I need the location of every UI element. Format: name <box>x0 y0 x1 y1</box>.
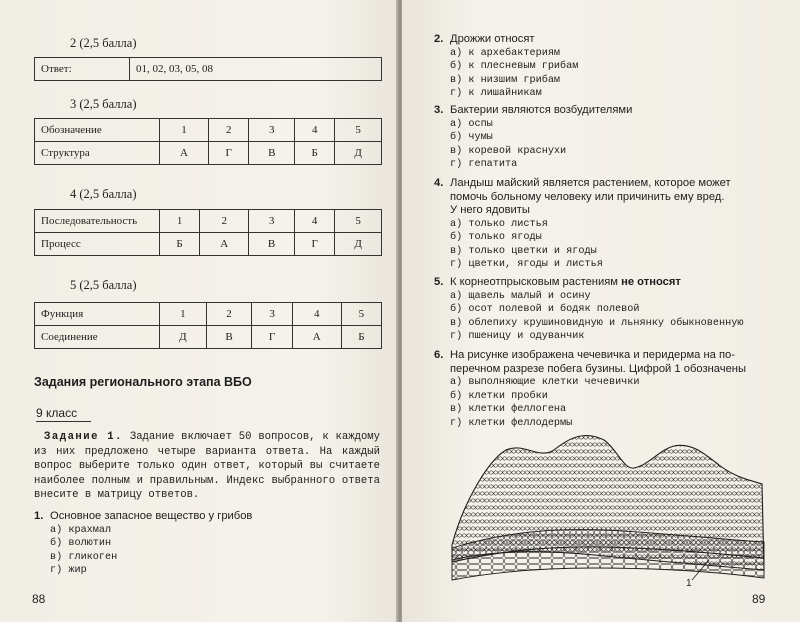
answer-option: в) гликоген <box>50 551 118 563</box>
question-text: Основное запасное вещество у грибов <box>50 510 253 522</box>
question-5 <box>434 276 743 344</box>
question-number: 4. <box>434 177 444 189</box>
table-cell: Г <box>209 142 249 165</box>
answer-option: б) осот полевой и бодяк полевой <box>450 304 640 316</box>
table-cell: Обозначение <box>35 119 160 142</box>
table-cell: 1 <box>160 119 209 142</box>
task-1-text: Задание включает 50 вопросов, к каждому из них предложено четыре варианта ответа. На каждый вопрос выберите только один ответ, который вы считаете наиболее полным и правильным. Индекс выбранного ответа внесите в матрицу ответов. <box>34 431 381 501</box>
table-cell: 5 <box>335 119 382 142</box>
q2-score-heading: 2 (2,5 балла) <box>70 36 137 50</box>
figure-tissue <box>452 435 764 580</box>
question-text-line: На рисунке изображена чечевичка и перидерма на по- <box>450 349 735 361</box>
table-cell: Структура <box>35 142 160 165</box>
q5-score-heading: 5 (2,5 балла) <box>70 278 137 292</box>
q5-row-answers <box>35 326 382 349</box>
table-cell: Д <box>335 233 382 256</box>
q4-answer-table <box>34 209 382 256</box>
answer-option: в) только цветки и ягоды <box>450 245 597 257</box>
table-cell: Д <box>335 142 382 165</box>
answer-option: г) клетки феллодермы <box>450 417 573 429</box>
q2-answer-value: 01, 02, 03, 05, 08 <box>130 58 382 81</box>
question-text-emphasis: не относят <box>621 276 681 288</box>
table-cell: Г <box>252 326 292 349</box>
q4-row-answers <box>35 233 382 256</box>
table-cell: Б <box>295 142 335 165</box>
answer-option: в) облепиху крушиновидную и льнянку обыкновенную <box>450 317 744 329</box>
answer-option: г) пшеницу и одуванчик <box>450 331 585 343</box>
table-cell: 4 <box>294 210 334 233</box>
q2-answer-table <box>34 57 382 81</box>
answer-option: г) к лишайникам <box>450 88 542 100</box>
table-cell: 2 <box>209 119 249 142</box>
answer-option: г) гепатита <box>450 159 518 171</box>
figure-label-1: 1 <box>686 578 692 589</box>
q5-row-numbers <box>35 303 382 326</box>
question-text-line: Ландыш майский является растением, которое может <box>450 177 731 189</box>
q2-answer-label: Ответ: <box>35 58 130 81</box>
question-2 <box>434 33 578 101</box>
answer-option: б) чумы <box>450 132 493 144</box>
question-4 <box>434 177 731 272</box>
question-text: Бактерии являются возбудителями <box>450 104 633 116</box>
table-cell: А <box>292 326 341 349</box>
table-cell: 4 <box>295 119 335 142</box>
table-cell: 5 <box>335 210 382 233</box>
answer-option: г) жир <box>50 565 87 577</box>
q3-row-answers <box>35 142 382 165</box>
answer-option: а) щавель малый и осину <box>450 290 591 302</box>
left-page <box>0 0 398 622</box>
table-cell: Б <box>160 233 200 256</box>
table-cell: 3 <box>249 119 295 142</box>
question-text-line: перечном разрезе побега бузины. Цифрой 1 обозначены <box>450 362 747 375</box>
table-cell: 2 <box>206 303 252 326</box>
table-cell: 1 <box>160 210 200 233</box>
answer-option: б) только ягоды <box>450 232 542 244</box>
task-1-lead: Задание 1. <box>44 431 124 443</box>
question-number: 2. <box>434 33 444 45</box>
page-number-left: 88 <box>32 592 46 606</box>
table-cell: В <box>249 142 295 165</box>
question-number: 6. <box>434 349 444 361</box>
table-cell: Функция <box>35 303 160 326</box>
answer-option: в) коревой краснухи <box>450 145 567 157</box>
answer-option: в) клетки феллогена <box>450 404 567 416</box>
table-cell: В <box>249 233 295 256</box>
question-text-line: помочь больному человеку или причинить ему вред. <box>450 190 725 203</box>
question-number: 1. <box>34 510 44 522</box>
question-3 <box>434 104 632 172</box>
question-number: 5. <box>434 276 444 288</box>
question-text-line: У него ядовиты <box>450 204 530 216</box>
q4-score-heading: 4 (2,5 балла) <box>70 187 137 201</box>
table-cell: 3 <box>249 210 295 233</box>
answer-option: г) цветки, ягоды и листья <box>450 259 603 271</box>
q5-answer-table <box>34 302 382 349</box>
grade-label: 9 класс <box>36 406 91 422</box>
q4-row-numbers <box>35 210 382 233</box>
answer-option: б) волютин <box>50 538 112 550</box>
answer-option: а) выполняющие клетки чечевички <box>450 377 640 388</box>
table-cell: 4 <box>292 303 341 326</box>
table-cell: Соединение <box>35 326 160 349</box>
page-number-right: 89 <box>752 592 766 606</box>
question-1 <box>34 510 252 578</box>
question-number: 3. <box>434 104 444 116</box>
table-cell: 3 <box>252 303 292 326</box>
task-1-instructions <box>34 430 380 503</box>
answer-option: а) оспы <box>450 118 493 130</box>
table-cell: В <box>206 326 252 349</box>
section-title: Задания регионального этапа ВБО <box>34 375 252 389</box>
answer-option: а) к архебактериям <box>450 47 561 59</box>
q3-answer-table <box>34 118 382 165</box>
question-text: Дрожжи относят <box>450 33 535 45</box>
answer-option: а) только листья <box>450 218 548 230</box>
lenticel-periderm-figure <box>444 420 774 595</box>
table-cell: Д <box>160 326 207 349</box>
table-cell: Г <box>294 233 334 256</box>
table-cell: 5 <box>341 303 381 326</box>
table-cell: Б <box>341 326 381 349</box>
answer-option: б) клетки пробки <box>450 390 548 402</box>
table-cell: А <box>160 142 209 165</box>
answer-option: а) крахмал <box>50 524 112 536</box>
question-6 <box>434 349 746 430</box>
answer-option: в) к низшим грибам <box>450 74 561 86</box>
q3-row-numbers <box>35 119 382 142</box>
table-cell: 1 <box>160 303 207 326</box>
table-cell: А <box>200 233 249 256</box>
question-text: К корнеотпрысковым растениям <box>450 276 622 288</box>
table-cell: 2 <box>200 210 249 233</box>
table-cell: Последовательность <box>35 210 160 233</box>
answer-option: б) к плесневым грибам <box>450 61 579 73</box>
q3-score-heading: 3 (2,5 балла) <box>70 97 137 111</box>
table-cell: Процесс <box>35 233 160 256</box>
